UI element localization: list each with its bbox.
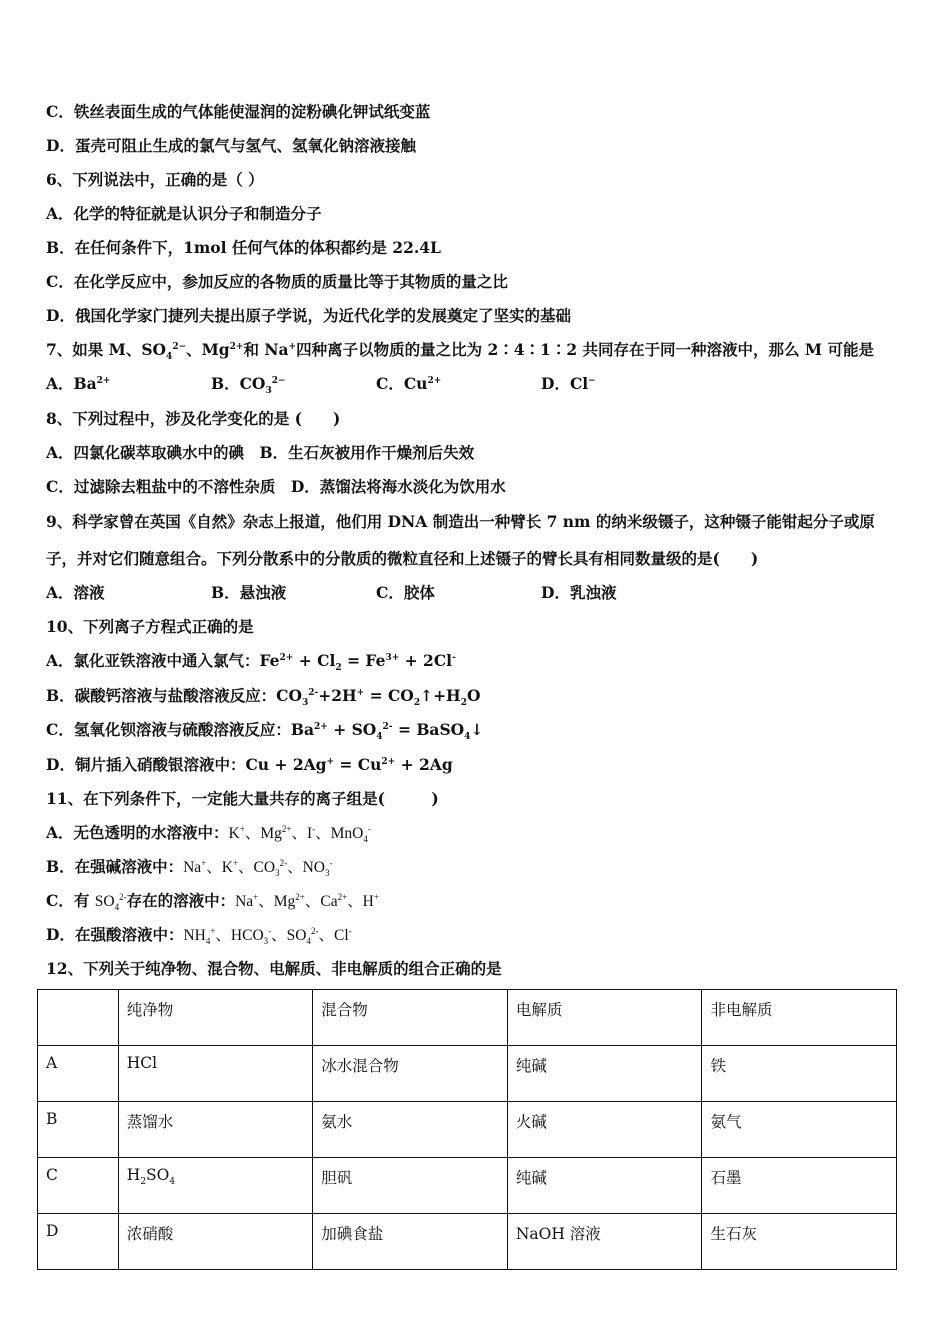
table-header-cell: 电解质 [507, 990, 702, 1046]
table-header-cell: 非电解质 [702, 990, 897, 1046]
table-header-cell [38, 990, 119, 1046]
table-row [38, 1102, 897, 1158]
q9-options [46, 583, 906, 605]
q10-stem: 10、下列离子方程式正确的是 [46, 617, 254, 636]
q7-options [46, 374, 906, 396]
q7-option-b: B．$CO_3^{2-}$ [211, 374, 286, 397]
q11-option-c: C．有 $SO_4^{2-}$存在的溶液中：Na+、$Mg^{2+}$、$Ca^{2+}$、H+ [46, 891, 379, 913]
table-header-cell: 纯净物 [118, 990, 312, 1046]
table-cell: 铁 [702, 1046, 897, 1102]
table-row [38, 1158, 897, 1214]
table-cell: 冰水混合物 [313, 1046, 508, 1102]
q7-option-d: D．Cl− [541, 374, 596, 393]
q12-stem: 12、下列关于纯净物、混合物、电解质、非电解质的组合正确的是 [46, 959, 502, 978]
q6-stem: 6、下列说法中，正确的是（ ） [46, 170, 264, 189]
table-row [38, 1046, 897, 1102]
q10-option-c: C．氢氧化钡溶液与硫酸溶液反应：$Ba^{2+} + SO_4^{2-}$ = BaSO$_4$↓ [46, 720, 484, 743]
table-cell: 蒸馏水 [118, 1102, 312, 1158]
q10-option-a: A．氯化亚铁溶液中通入氯气：$Fe^{2+} + Cl_2 = Fe^{3+} + 2Cl^-$ [46, 651, 456, 674]
q9-option-c: C．胶体 [376, 583, 435, 602]
q5-option-c: C．铁丝表面生成的气体能使湿润的淀粉碘化钾试纸变蓝 [46, 102, 431, 121]
q6-option-d: D．俄国化学家门捷列夫提出原子学说，为近代化学的发展奠定了坚实的基础 [46, 306, 571, 325]
table-cell: 加碘食盐 [313, 1214, 508, 1270]
table-cell: 浓硝酸 [118, 1214, 312, 1270]
q11-option-a: A．无色透明的水溶液中：K+、$Mg^{2+}$、I-、MnO$_4$- [46, 823, 371, 845]
q7-stem: 7、如果 M、$SO_4^{2-}$、$Mg^{2+}$和 Na+四种离子以物质的量之比为 2∶4∶1∶2 共同存在于同一种溶液中，那么 M 可能是 [46, 340, 874, 363]
q5-option-d: D．蛋壳可阻止生成的氯气与氢气、氢氧化钠溶液接触 [46, 136, 416, 155]
q10-option-d: D．铜片插入硝酸银溶液中：$Cu + 2Ag^+ = Cu^{2+} + 2Ag$ [46, 755, 453, 774]
q8-options-ab: A．四氯化碳萃取碘水中的碘 B．生石灰被用作干燥剂后失效 [46, 443, 475, 462]
table-header-cell: 混合物 [313, 990, 508, 1046]
table-cell: 石墨 [702, 1158, 897, 1214]
table-cell: NaOH 溶液 [507, 1214, 702, 1270]
q11-option-d: D．在强酸溶液中：$NH_4^+$、$HCO_3^-$、$SO_4^{2-}$、Cl- [46, 925, 352, 947]
table-cell: C [38, 1158, 119, 1214]
table-cell: 纯碱 [507, 1158, 702, 1214]
table-cell: 纯碱 [507, 1046, 702, 1102]
q9-option-a: A．溶液 [46, 583, 105, 602]
table-cell: HCl [118, 1046, 312, 1102]
q8-stem: 8、下列过程中，涉及化学变化的是 ( ) [46, 409, 341, 428]
q6-option-b: B．在任何条件下，1mol 任何气体的体积都约是 22.4L [46, 238, 441, 257]
q10-option-b: B．碳酸钙溶液与盐酸溶液反应：$CO_3^{2-}+2H^+$ = $CO_2↑+H_2O$ [46, 686, 481, 709]
table-row [38, 1214, 897, 1270]
table-cell: A [38, 1046, 119, 1102]
q9-stem-line1: 9、科学家曾在英国《自然》杂志上报道，他们用 DNA 制造出一种臂长 7 nm 的纳米级镊子，这种镊子能钳起分子或原 [46, 512, 875, 531]
q6-option-c: C．在化学反应中，参加反应的各物质的质量比等于其物质的量之比 [46, 272, 508, 291]
table-cell: 胆矾 [313, 1158, 508, 1214]
table-cell: 氨水 [313, 1102, 508, 1158]
q11-stem: 11、在下列条件下，一定能大量共存的离子组是( ) [46, 789, 439, 808]
table-header-row [38, 990, 897, 1046]
q9-stem-line2: 子，并对它们随意组合。下列分散系中的分散质的微粒直径和上述镊子的臂长具有相同数量级的是( ) [46, 549, 759, 568]
q9-option-b: B．悬浊液 [211, 583, 287, 602]
q8-options-cd: C．过滤除去粗盐中的不溶性杂质 D．蒸馏法将海水淡化为饮用水 [46, 477, 506, 496]
q12-table [37, 989, 897, 1270]
q7-option-c: C．$Cu^{2+}$ [376, 374, 442, 393]
q7-option-a: A．$Ba^{2+}$ [46, 374, 111, 393]
table-cell: B [38, 1102, 119, 1158]
table-cell: 生石灰 [702, 1214, 897, 1270]
table-cell: 氨气 [702, 1102, 897, 1158]
q11-option-b: B．在强碱溶液中：Na+、K+、$CO_3^{2-}$、$NO_3^-$ [46, 857, 333, 879]
q9-option-d: D．乳浊液 [541, 583, 617, 602]
table-cell: D [38, 1214, 119, 1270]
table-cell: 火碱 [507, 1102, 702, 1158]
q6-option-a: A．化学的特征就是认识分子和制造分子 [46, 204, 322, 223]
table-cell: $H_2SO_4$ [118, 1158, 312, 1214]
